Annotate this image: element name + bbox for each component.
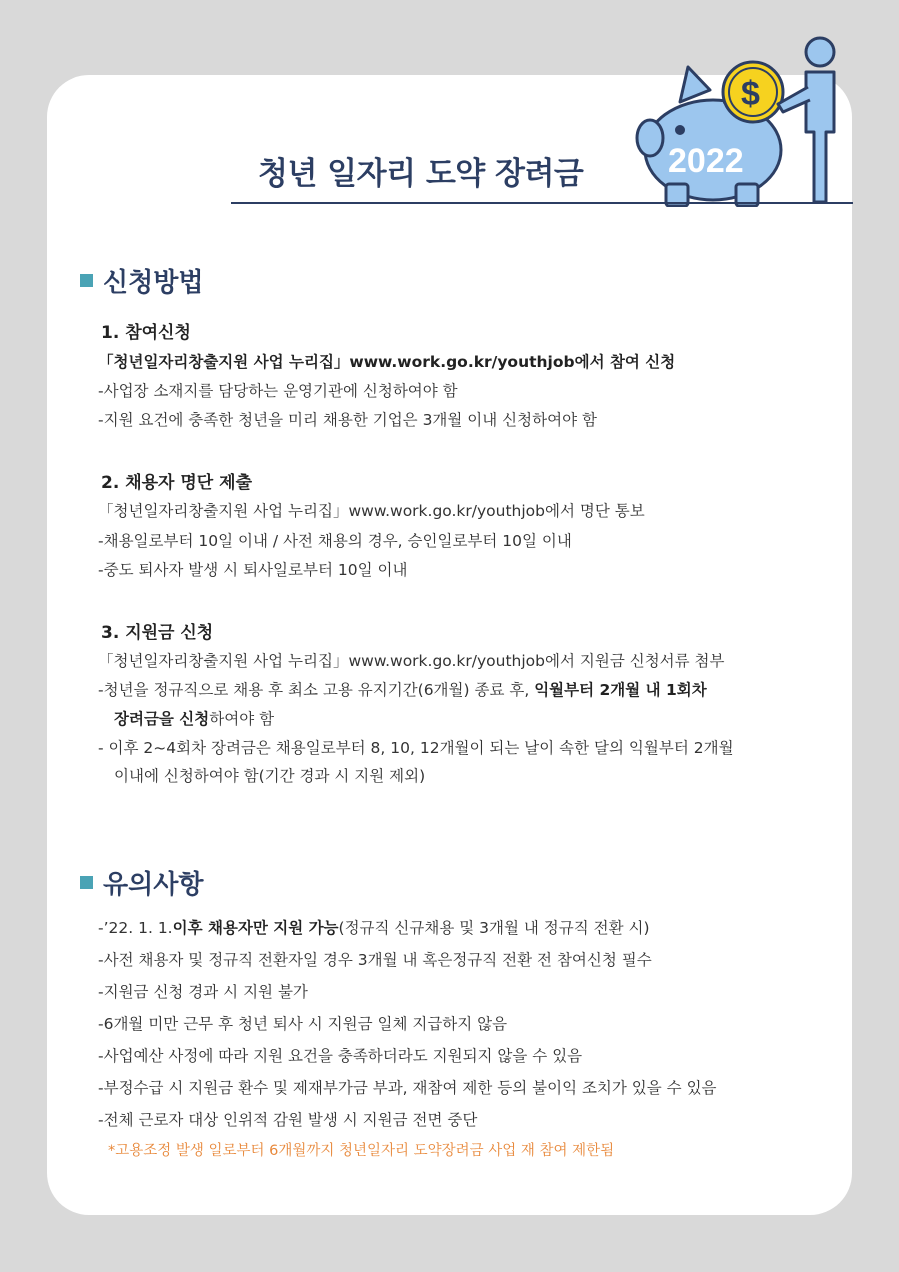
note-item-6: -부정수급 시 지원금 환수 및 제재부가금 부과, 재참여 제한 등의 불이익 조치가 있을 수 있음	[98, 1079, 717, 1097]
step3-line4: - 이후 2~4회차 장려금은 채용일로부터 8, 10, 12개월이 되는 날이 속한 달의 익월부터 2개월	[98, 739, 734, 757]
note-item-7: -전체 근로자 대상 인위적 감원 발생 시 지원금 전면 중단	[98, 1111, 478, 1129]
bullet-square-icon	[80, 274, 93, 287]
person-body-icon	[806, 72, 834, 202]
step2-heading: 2. 채용자 명단 제출	[101, 473, 252, 493]
step1-heading: 1. 참여신청	[101, 323, 191, 343]
step1-line3: -지원 요건에 충족한 청년을 미리 채용한 기업은 3개월 이내 신청하여야 함	[98, 411, 597, 429]
note-item-2: -사전 채용자 및 정규직 전환자일 경우 3개월 내 혹은정규직 전환 전 참여신청 필수	[98, 951, 652, 969]
section-title-notes: 유의사항	[80, 864, 203, 901]
step1-line1: 「청년일자리창출지원 사업 누리집」www.work.go.kr/youthjob에서 참여 신청	[98, 353, 676, 371]
note-item-5: -사업예산 사정에 따라 지원 요건을 충족하더라도 지원되지 않을 수 있음	[98, 1047, 583, 1065]
page-title: 청년 일자리 도약 장려금	[258, 156, 584, 192]
step3-line5: 이내에 신청하여야 함(기간 경과 시 지원 제외)	[114, 767, 426, 785]
step2-line3: -중도 퇴사자 발생 시 퇴사일로부터 10일 이내	[98, 561, 408, 579]
step1-line2: -사업장 소재지를 담당하는 운영기관에 신청하여야 함	[98, 382, 458, 400]
piggy-bank-illustration	[628, 32, 858, 207]
footnote: *고용조정 발생 일로부터 6개월까지 청년일자리 도약장려금 사업 재 참여 제한됨	[108, 1143, 615, 1159]
title-underline	[231, 202, 853, 204]
step3-line1: 「청년일자리창출지원 사업 누리집」www.work.go.kr/youthjob에서 지원금 신청서류 첨부	[98, 652, 725, 670]
svg-text:$: $	[741, 75, 760, 113]
step2-line1: 「청년일자리창출지원 사업 누리집」www.work.go.kr/youthjob에서 명단 통보	[98, 502, 645, 520]
step2-line2: -채용일로부터 10일 이내 / 사전 채용의 경우, 승인일로부터 10일 이내	[98, 532, 572, 550]
step3-line2: -청년을 정규직으로 채용 후 최소 고용 유지기간(6개월) 종료 후, 익월부터 2개월 내 1회차	[98, 681, 707, 699]
person-head-icon	[806, 38, 834, 66]
bullet-square-icon	[80, 876, 93, 889]
pig-ear-icon	[680, 67, 710, 102]
note-item-1: -’22. 1. 1.이후 채용자만 지원 가능(정규직 신규채용 및 3개월 내 정규직 전환 시)	[98, 919, 650, 937]
section-title-apply: 신청방법	[80, 262, 203, 299]
year-label: 2022	[668, 142, 744, 180]
note-item-3: -지원금 신청 경과 시 지원 불가	[98, 983, 308, 1001]
step3-heading: 3. 지원금 신청	[101, 623, 214, 643]
step3-line3: 장려금을 신청하여야 함	[114, 710, 275, 728]
note-item-4: -6개월 미만 근무 후 청년 퇴사 시 지원금 일체 지급하지 않음	[98, 1015, 508, 1033]
